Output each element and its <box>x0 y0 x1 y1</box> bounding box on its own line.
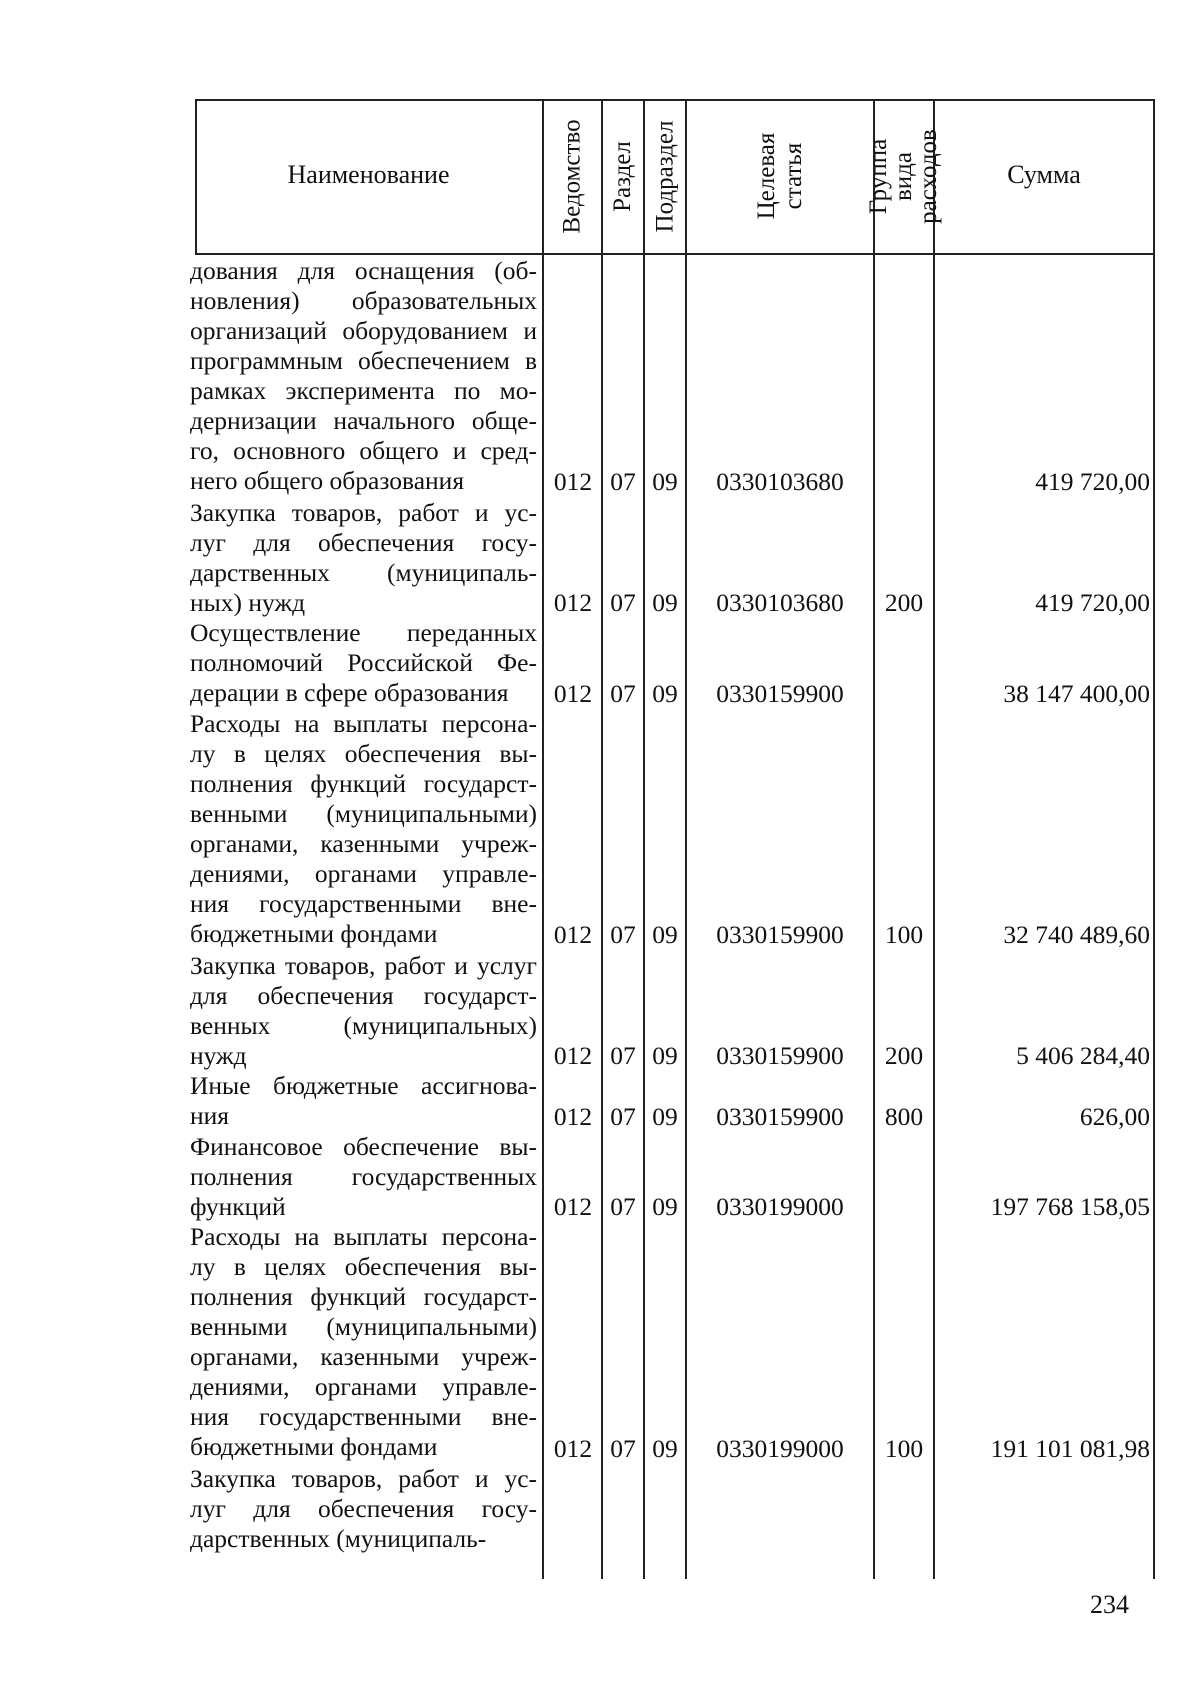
column-divider <box>542 99 544 1579</box>
row-name-line: программным обеспечением в <box>190 346 537 375</box>
header-celevaya <box>686 100 873 252</box>
cell-cel <box>687 1524 873 1554</box>
column-divider <box>873 99 875 1579</box>
row-name-line: дернизации начального обще- <box>190 406 537 435</box>
row-name-line: лу в целях обеспечения вы- <box>190 1252 537 1282</box>
cell-raz: 07 <box>610 678 636 708</box>
header-razdel-text: Раздел <box>609 140 636 212</box>
row-name-line: бюджетными фондами <box>190 919 438 948</box>
header-podrazdel <box>644 100 685 252</box>
header-name: Наименование <box>287 160 450 189</box>
cell-cel: 0330199000 <box>716 1433 844 1463</box>
row-name-line: функций <box>190 1191 286 1221</box>
header-vedomstvo-text: Ведомство <box>558 118 586 234</box>
cell-cel: 0330159900 <box>716 678 844 708</box>
cell-grp <box>875 467 933 497</box>
cell-ved <box>545 1524 601 1554</box>
row-name-line: ных) нужд <box>190 587 306 617</box>
row-name-line: него общего образования <box>190 466 465 495</box>
row-name-line: для обеспечения государст- <box>190 980 537 1010</box>
column-divider <box>685 99 687 1579</box>
row-name-line: Расходы на выплаты персона- <box>190 1222 537 1252</box>
cell-grp: 800 <box>884 1101 924 1131</box>
row-name-line: органами, казенными учреж- <box>190 1342 537 1372</box>
cell-sum: 197 768 158,05 <box>990 1192 1150 1222</box>
cell-ved: 012 <box>553 588 593 618</box>
cell-grp: 200 <box>884 588 924 618</box>
cell-cel: 0330103680 <box>716 588 844 618</box>
cell-pod: 09 <box>652 467 678 497</box>
column-divider <box>933 99 935 1579</box>
cell-raz <box>603 1524 643 1554</box>
cell-sum: 5 406 284,40 <box>1016 1041 1150 1071</box>
row-name-line: дарственных (муниципаль- <box>190 1524 487 1553</box>
row-name-line: новления) образовательных <box>190 286 537 315</box>
cell-raz: 07 <box>610 1041 636 1071</box>
row-name <box>190 256 537 496</box>
cell-raz: 07 <box>610 588 636 618</box>
cell-ved: 012 <box>553 920 593 950</box>
cell-pod <box>645 1524 685 1554</box>
row-name-line: дерации в сфере образования <box>190 678 509 708</box>
row-name-line: лу в целях обеспечения вы- <box>190 739 537 768</box>
cell-grp <box>875 1192 933 1222</box>
row-name-line: Расходы на выплаты персона- <box>190 709 537 738</box>
cell-ved: 012 <box>553 467 593 497</box>
row-name <box>190 1071 537 1131</box>
header-vedomstvo <box>543 100 601 252</box>
cell-raz: 07 <box>610 920 636 950</box>
cell-pod: 09 <box>652 1192 678 1222</box>
cell-cel: 0330159900 <box>716 1101 844 1131</box>
cell-ved: 012 <box>553 1192 593 1222</box>
cell-raz: 07 <box>610 1192 636 1222</box>
row-name-line: бюджетными фондами <box>190 1432 438 1462</box>
row-name-line: Осуществление переданных <box>190 618 537 648</box>
cell-raz: 07 <box>610 1433 636 1463</box>
row-name-line: ния государственными вне- <box>190 889 537 918</box>
cell-sum: 38 147 400,00 <box>1003 678 1150 708</box>
row-name-line: полнения функций государст- <box>190 769 537 798</box>
header-gruppa-text: Группа вида расходов <box>865 128 942 224</box>
cell-pod: 09 <box>652 678 678 708</box>
cell-sum: 419 720,00 <box>1035 588 1150 618</box>
cell-sum: 191 101 081,98 <box>990 1433 1150 1463</box>
cell-sum: 32 740 489,60 <box>1003 920 1150 950</box>
cell-pod: 09 <box>652 1041 678 1071</box>
row-name-line: ния государственными вне- <box>190 1402 537 1432</box>
header-podrazdel-text: Подраздел <box>651 120 678 232</box>
row-name-line: го, основного общего и сред- <box>190 436 537 465</box>
row-name-line: венными (муниципальными) <box>190 1312 537 1342</box>
header-summa: Сумма <box>1007 160 1081 189</box>
row-name-line: Финансовое обеспечение вы- <box>190 1131 537 1161</box>
row-name-line: организаций оборудованием и <box>190 316 537 345</box>
header-bottom-border <box>195 253 1155 255</box>
row-name-line: ния <box>190 1101 230 1131</box>
cell-grp: 200 <box>884 1041 924 1071</box>
row-name-line: луг для обеспечения госу- <box>190 1494 537 1523</box>
row-name-line: рамках эксперимента по мо- <box>190 376 537 405</box>
row-name-line: Закупка товаров, работ и услуг <box>190 950 537 980</box>
cell-pod: 09 <box>652 920 678 950</box>
cell-sum <box>935 1524 1150 1554</box>
cell-pod: 09 <box>652 1101 678 1131</box>
cell-sum: 419 720,00 <box>1035 467 1150 497</box>
cell-grp: 100 <box>884 920 924 950</box>
cell-ved: 012 <box>553 1433 593 1463</box>
cell-cel: 0330159900 <box>716 920 844 950</box>
row-name-line: дениями, органами управле- <box>190 859 537 888</box>
cell-ved: 012 <box>553 1101 593 1131</box>
cell-cel: 0330103680 <box>716 467 844 497</box>
cell-cel: 0330199000 <box>716 1192 844 1222</box>
header-razdel <box>602 100 643 252</box>
page-number: 234 <box>1090 1590 1129 1619</box>
row-name-line: луг для обеспечения госу- <box>190 527 537 557</box>
column-divider <box>601 99 603 1579</box>
table-right-border <box>1153 99 1155 1579</box>
row-name <box>190 618 537 708</box>
row-name-line: дарственных (муниципаль- <box>190 557 537 587</box>
row-name-line: дования для оснащения (об- <box>190 256 537 285</box>
cell-raz: 07 <box>610 1101 636 1131</box>
row-name-line: органами, казенными учреж- <box>190 829 537 858</box>
row-name-line: дениями, органами управле- <box>190 1372 537 1402</box>
row-name <box>190 1132 537 1222</box>
cell-grp: 100 <box>884 1433 924 1463</box>
row-name <box>190 1222 537 1462</box>
row-name-line: Закупка товаров, работ и ус- <box>190 497 537 527</box>
cell-raz: 07 <box>610 467 636 497</box>
cell-grp <box>875 679 933 709</box>
row-name-line: венных (муниципальных) <box>190 1010 537 1040</box>
header-celevaya-text: Целевая статья <box>752 132 807 220</box>
row-name-line: полнения функций государст- <box>190 1282 537 1312</box>
cell-sum: 626,00 <box>1079 1101 1150 1131</box>
row-name-line: полномочий Российской Фе- <box>190 648 537 678</box>
header-gruppa <box>865 100 942 252</box>
cell-ved: 012 <box>553 678 593 708</box>
cell-pod: 09 <box>652 1433 678 1463</box>
cell-grp <box>875 1524 933 1554</box>
row-name-line: нужд <box>190 1040 247 1070</box>
cell-cel: 0330159900 <box>716 1041 844 1071</box>
column-divider <box>643 99 645 1579</box>
row-name <box>190 498 537 618</box>
row-name-line: Иные бюджетные ассигнова- <box>190 1071 537 1101</box>
cell-ved: 012 <box>553 1041 593 1071</box>
row-name <box>190 951 537 1071</box>
row-name-line: Закупка товаров, работ и ус- <box>190 1464 537 1493</box>
row-name-line: полнения государственных <box>190 1161 537 1191</box>
row-name-line: венными (муниципальными) <box>190 799 537 828</box>
row-name <box>190 709 537 949</box>
cell-pod: 09 <box>652 588 678 618</box>
row-name <box>190 1464 537 1554</box>
